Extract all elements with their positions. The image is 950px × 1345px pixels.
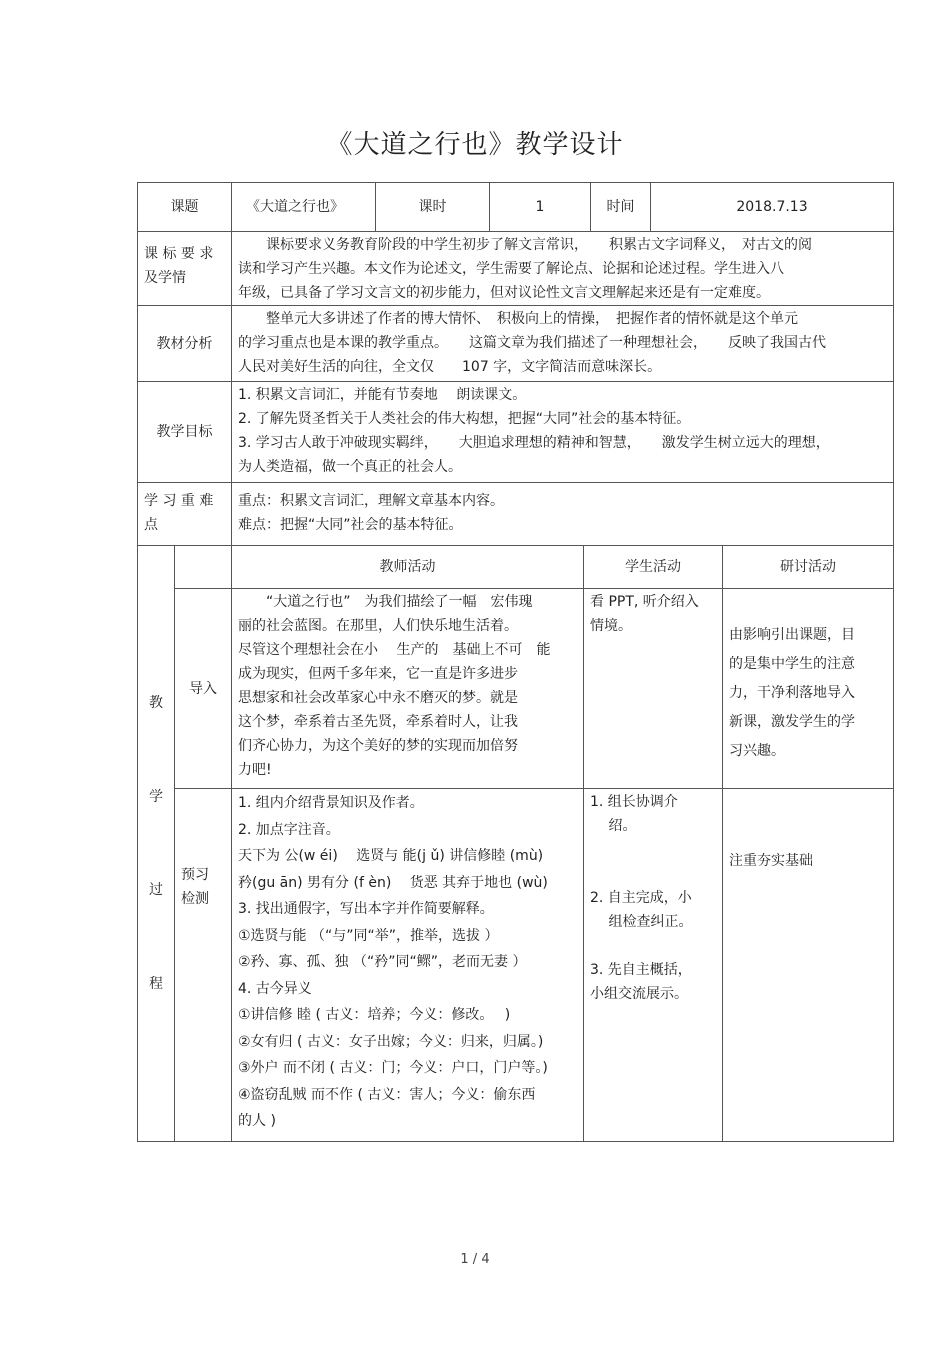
hours-value: 1 [489, 182, 590, 231]
goals-line-3: 3. 学习古人敢于冲破现实羁绊， 大胆追求理想的精神和智慧， 激发学生树立远大的理想， [238, 435, 830, 451]
preview-teacher-line-2: 2. 加点字注音。 [238, 821, 340, 838]
preview-teacher-line-5: 3. 找出通假字，写出本字并作简要解释。 [238, 901, 494, 917]
intro-teacher-line-1: “大道之行也” 为我们描绘了一幅 宏伟瑰 [238, 594, 533, 610]
keypoints-line-1: 重点：积累文言词汇，理解文章基本内容。 [238, 493, 504, 509]
intro-student-text [583, 588, 722, 788]
preview-teacher-line-11: ③外户 而不闭 ( 古义：门；今义：户口，门户等。) [238, 1060, 548, 1076]
intro-discussion-line-1: 由影响引出课题，目 [729, 627, 855, 643]
keypoints-line-2: 难点：把握“大同”社会的基本特征。 [238, 517, 463, 533]
intro-teacher-line-3: 尽管这个理想社会在小 生产的 基础上不可 能 [238, 642, 551, 658]
intro-teacher-line-6: 这个梦，牵系着古圣先贤，牵系着时人，让我 [238, 714, 518, 730]
preview-student-text [583, 788, 722, 1142]
discussion-activity-header: 研讨活动 [722, 545, 894, 588]
preview-student-line-8: 3. 先自主概括， [590, 962, 692, 978]
teacher-activity-header: 教师活动 [231, 545, 583, 588]
preview-student-line-7 [590, 934, 716, 958]
goals-line-4: 为人类造福，做一个真正的社会人。 [238, 459, 462, 475]
student-activity-header: 学生活动 [583, 545, 722, 588]
stage-preview-line-2: 检测 [181, 891, 209, 907]
material-label: 教材分析 [137, 305, 231, 381]
process-char-4: 程 [149, 976, 163, 993]
time-label: 时间 [590, 182, 650, 231]
preview-student-line-2: 绍。 [590, 818, 637, 834]
preview-student-line-9: 小组交流展示。 [590, 986, 688, 1002]
requirements-line-2: 读和学习产生兴趣。本文作为论述文，学生需要了解论点、论据和论述过程。学生进入八 [238, 261, 784, 277]
preview-teacher-line-9: ①讲信修 睦 ( 古义：培养；今义：修改。 ) [238, 1007, 511, 1023]
preview-teacher-line-6: ①选贤与能 （“与”同“举”，推举，选拔 ） [238, 927, 499, 944]
preview-teacher-line-1: 1. 组内介绍背景知识及作者。 [238, 795, 424, 811]
material-line-2: 的学习重点也是本课的教学重点。 这篇文章为我们描述了一种理想社会， 反映了我国古代 [238, 335, 826, 351]
preview-discussion-line-1: 注重夯实基础 [729, 853, 813, 869]
goals-text [231, 381, 894, 482]
intro-teacher-line-4: 成为现实，但两千多年来，它一直是许多进步 [238, 666, 518, 682]
intro-teacher-line-2: 丽的社会蓝图。在那里，人们快乐地生活着。 [238, 618, 518, 634]
keypoints-text [231, 482, 894, 545]
requirements-label: 课 标 要 求 及学情 [137, 231, 231, 305]
preview-teacher-text [231, 788, 583, 1142]
process-char-2: 学 [149, 788, 163, 805]
topic-label: 课题 [137, 182, 231, 231]
intro-discussion-line-5: 习兴趣。 [729, 743, 785, 759]
material-text [231, 305, 894, 381]
process-char-3: 过 [149, 882, 163, 899]
stage-preview [174, 788, 231, 1142]
hours-label: 课时 [375, 182, 489, 231]
material-line-3: 人民对美好生活的向往，全文仅 107 字，文字简洁而意味深长。 [238, 359, 662, 375]
stage-intro: 导入 [174, 588, 231, 788]
preview-teacher-line-4: 矜(gu ān) 男有分 (f èn) 货恶 其弃于地也 (wù) [238, 874, 548, 891]
time-value: 2018.7.13 [650, 182, 894, 231]
page-number: 1 / 4 [460, 1252, 490, 1267]
preview-teacher-line-3: 天下为 公(w éi) 选贤与 能(j ǔ) 讲信修睦 (mù) [238, 848, 544, 864]
keypoints-label: 学 习 重 难 点 [137, 482, 231, 545]
goals-line-1: 1. 积累文言词汇，并能有节奏地 朗读课文。 [238, 387, 527, 403]
preview-teacher-line-12: ④盗窃乱贼 而不作 ( 古义：害人；今义：偷东西 [238, 1086, 536, 1103]
material-line-1: 整单元大多讲述了作者的博大情怀、 积极向上的情操， 把握作者的情怀就是这个单元 [266, 311, 798, 327]
topic-value: 《大道之行也》 [231, 182, 375, 231]
intro-teacher-text [231, 588, 583, 788]
intro-teacher-line-7: 们齐心协力，为这个美好的梦的实现而加倍努 [238, 738, 518, 754]
stage-preview-line-1: 预习 [181, 867, 209, 883]
preview-teacher-line-8: 4. 古今异义 [238, 980, 312, 997]
preview-student-line-1: 1. 组长协调介 [590, 794, 678, 810]
process-vertical-label [137, 545, 174, 1142]
preview-student-line-3 [590, 838, 716, 862]
preview-teacher-line-7: ②矜、寡、孤、独 （“矜”同“鳏”，老而无妻 ） [238, 954, 527, 970]
preview-student-line-4 [590, 862, 716, 886]
goals-label: 教学目标 [137, 381, 231, 482]
intro-student-line-2: 情境。 [590, 618, 632, 634]
preview-teacher-line-10: ②女有归 ( 古义：女子出嫁；今义：归来，归属。) [238, 1033, 544, 1050]
process-char-1: 教 [149, 694, 163, 711]
preview-teacher-line-13: 的人 ) [238, 1113, 276, 1129]
goals-line-2: 2. 了解先贤圣哲关于人类社会的伟大构想，把握“大同”社会的基本特征。 [238, 411, 691, 427]
requirements-line-1: 课标要求义务教育阶段的中学生初步了解文言常识， 积累古文字词释义， 对古文的阅 [266, 237, 812, 253]
requirements-line-3: 年级，已具备了学习文言文的初步能力，但对议论性文言文理解起来还是有一定难度。 [238, 285, 770, 301]
preview-discussion-text [722, 788, 894, 1142]
page-title: 《大道之行也》教学设计 [326, 130, 624, 160]
intro-discussion-line-4: 新课，激发学生的学 [729, 714, 855, 730]
intro-teacher-line-8: 力吧! [238, 762, 272, 778]
intro-discussion-line-2: 的是集中学生的注意 [729, 656, 855, 672]
requirements-text [231, 231, 894, 305]
preview-student-line-6: 组检查纠正。 [590, 914, 693, 930]
intro-teacher-line-5: 思想家和社会改革家心中永不磨灭的梦。就是 [238, 690, 518, 706]
intro-discussion-text [722, 588, 894, 788]
preview-student-line-5: 2. 自主完成，小 [590, 890, 692, 906]
intro-discussion-line-3: 力，干净利落地导入 [729, 685, 855, 701]
intro-student-line-1: 看 PPT, 听介绍入 [590, 594, 699, 610]
stage-header [174, 545, 231, 588]
